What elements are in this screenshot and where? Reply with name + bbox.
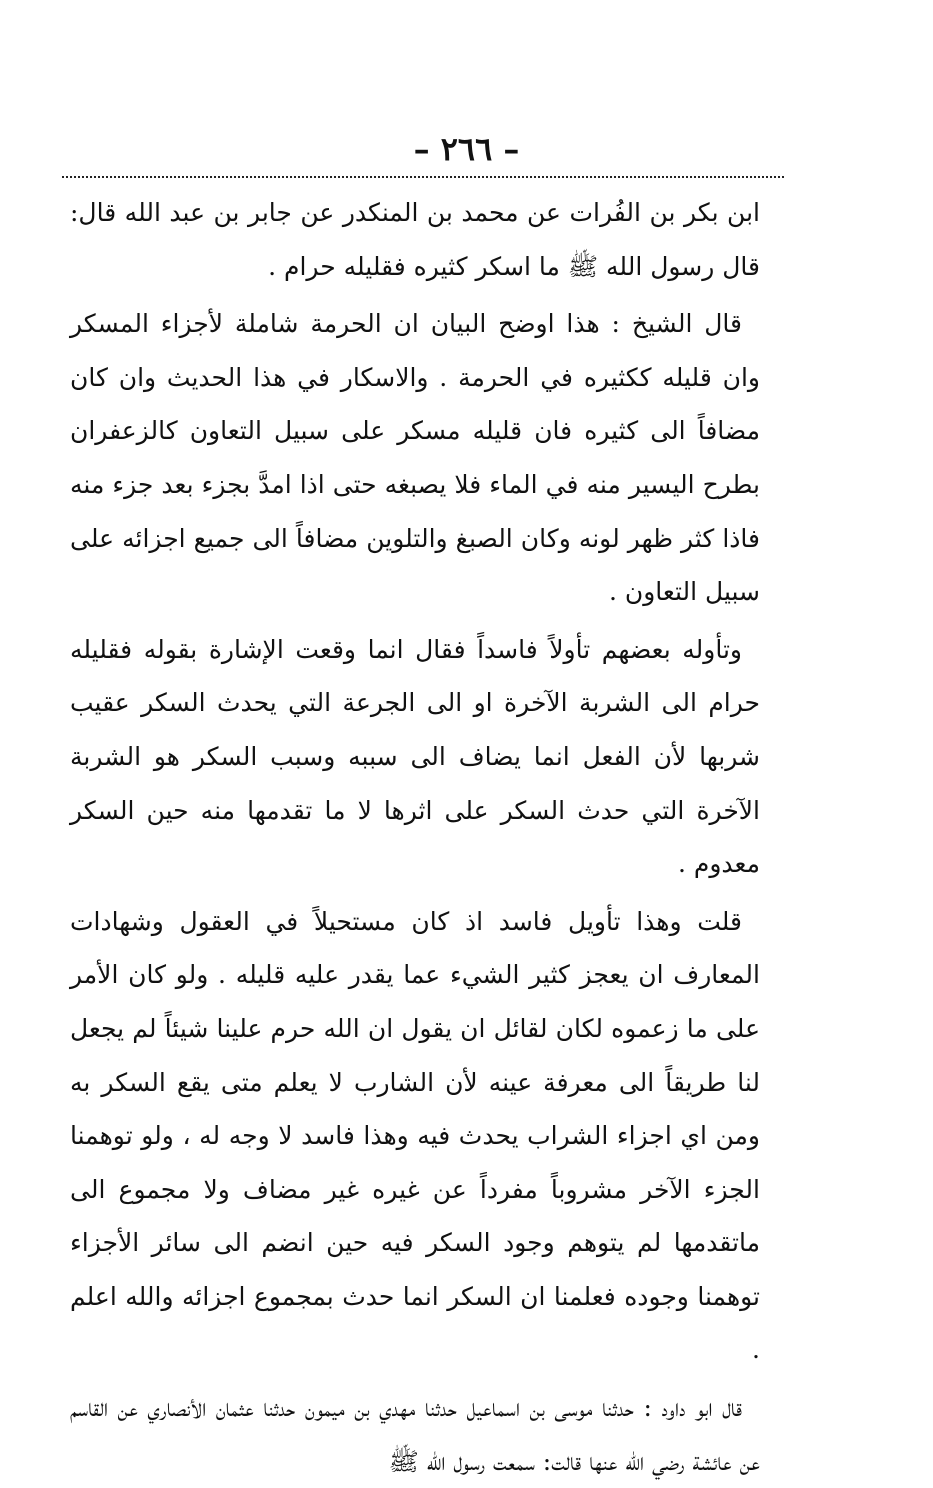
paragraph: قال الشيخ : هذا اوضح البيان ان الحرمة شاملة لأجزاء المسكر وان قليله ككثيره في الحرمة . والاسكار في هذا الحديث وان كان مضافاً الى كثيره فان قليله مسكر على سبيل التعاون كالزعفران بطرح اليسير منه في الماء فلا يصبغه حتى اذا امدَّ بجزء بعد جزء منه فاذا كثر ظهر لونه وكان الصبغ والتلوين مضافاً الى جميع اجزائه على سبيل التعاون . — [70, 309, 760, 607]
paragraph: قال ابو داود : حدثنا موسى بن اسماعيل حدثنا مهدي بن ميمون حدثنا عثمان الأنصاري عن القاسم عن عائشة رضي الله عنها قالت: سمعت رسول الله ﷺ — [70, 1393, 760, 1476]
header-rule — [62, 176, 784, 178]
paragraph: ابن بكر بن الفُرات عن محمد بن المنكدر عن جابر بن عبد الله قال: قال رسول الله ﷺ ما اسكر كثيره فقليله حرام . — [70, 198, 760, 281]
page-number: – ٢٦٦ – — [413, 130, 520, 168]
paragraph: قلت وهذا تأويل فاسد اذ كان مستحيلاً في العقول وشهادات المعارف ان يعجز كثير الشيء عما يقدر عليه قليله . ولو كان الأمر على ما زعموه لكان لقائل ان يقول ان الله حرم علينا شيئاً لم يجعل لنا طريقاً الى معرفة عينه لأن الشارب لا يعلم متى يقع السكر به ومن اي اجزاء الشراب يحدث فيه وهذا فاسد لا وجه له ، ولو توهمنا الجزء الآخر مشروباً مفرداً عن غيره غير مضاف ولا مجموع الى ماتقدمها لم يتوهم وجود السكر فيه حين انضم الى سائر الأجزاء توهمنا وجوده فعلمنا ان السكر انما حدث بمجموع اجزائه والله اعلم . — [70, 906, 760, 1365]
paragraph: وتأوله بعضهم تأولاً فاسداً فقال انما وقعت الإشارة بقوله فقليله حرام الى الشربة الآخرة او الى الجرعة التي يحدث السكر عقيب شربها لأن الفعل انما يضاف الى سببه وسبب السكر هو الشربة الآخرة التي حدث السكر على اثرها لا ما تقدمها منه حين السكر معدوم . — [70, 634, 760, 879]
body-text — [70, 186, 760, 1488]
